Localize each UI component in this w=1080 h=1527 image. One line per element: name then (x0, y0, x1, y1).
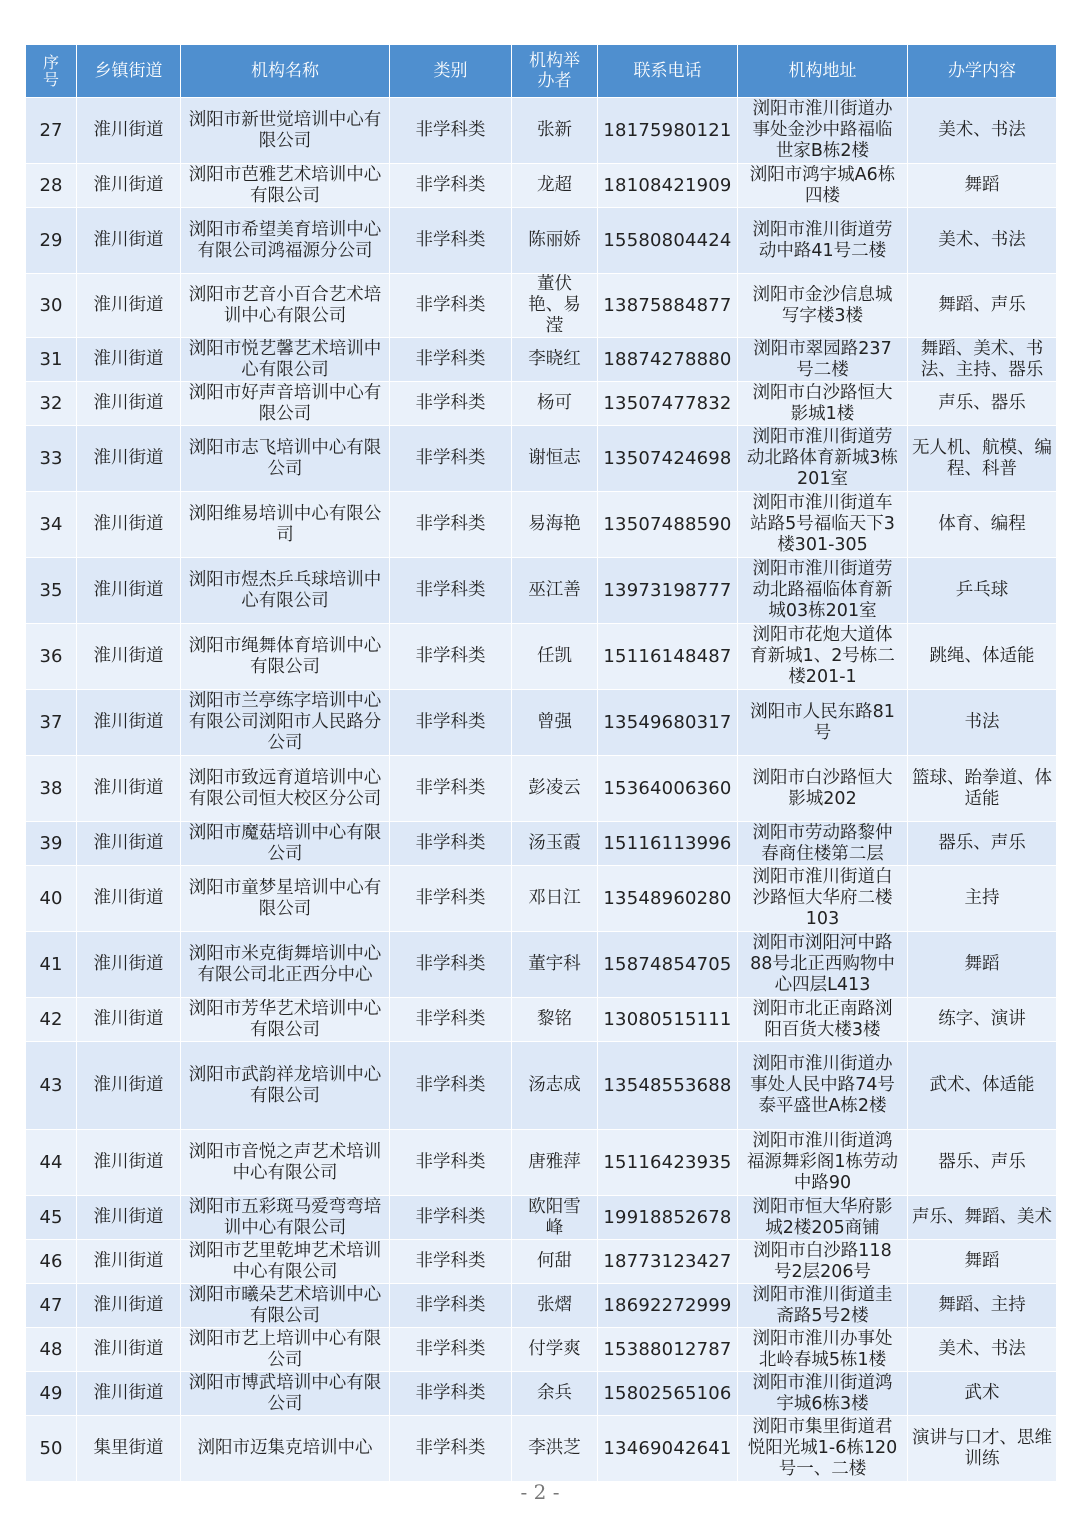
cell-content: 舞蹈、声乐 (908, 274, 1057, 338)
cell-street: 淮川街道 (77, 1130, 181, 1196)
cell-no: 27 (26, 98, 77, 164)
cell-institution: 浏阳市芭雅艺术培训中心有限公司 (181, 164, 390, 208)
cell-no: 50 (26, 1416, 77, 1482)
cell-no: 41 (26, 932, 77, 998)
header-col-phone: 联系电话 (598, 45, 738, 98)
cell-institution: 浏阳维易培训中心有限公司 (181, 492, 390, 558)
cell-institution: 浏阳市希望美育培训中心有限公司鸿福源分公司 (181, 208, 390, 274)
cell-phone: 18175980121 (598, 98, 738, 164)
cell-organizer: 张熠 (512, 1284, 598, 1328)
institution-table (25, 44, 1057, 1482)
cell-street: 淮川街道 (77, 1372, 181, 1416)
cell-content: 声乐、器乐 (908, 382, 1057, 426)
cell-address: 浏阳市淮川街道鸿福源舞彩阁1栋劳动中路90 (738, 1130, 908, 1196)
cell-no: 35 (26, 558, 77, 624)
cell-address: 浏阳市淮川办事处北岭春城5栋1楼 (738, 1328, 908, 1372)
cell-street: 淮川街道 (77, 338, 181, 382)
cell-no: 42 (26, 998, 77, 1042)
table-row (26, 998, 1057, 1042)
table-row (26, 1196, 1057, 1240)
cell-institution: 浏阳市五彩斑马爱弯弯培训中心有限公司 (181, 1196, 390, 1240)
cell-address: 浏阳市淮川街道鸿宇城6栋3楼 (738, 1372, 908, 1416)
cell-content: 武术、体适能 (908, 1042, 1057, 1130)
cell-street: 淮川街道 (77, 822, 181, 866)
cell-category: 非学科类 (390, 382, 512, 426)
cell-institution: 浏阳市绳舞体育培训中心有限公司 (181, 624, 390, 690)
table-row (26, 1240, 1057, 1284)
cell-phone: 15364006360 (598, 756, 738, 822)
cell-institution: 浏阳市新世觉培训中心有限公司 (181, 98, 390, 164)
cell-category: 非学科类 (390, 164, 512, 208)
cell-street: 淮川街道 (77, 426, 181, 492)
cell-category: 非学科类 (390, 492, 512, 558)
cell-phone: 15116148487 (598, 624, 738, 690)
cell-organizer: 李晓红 (512, 338, 598, 382)
cell-organizer: 邓日江 (512, 866, 598, 932)
cell-category: 非学科类 (390, 998, 512, 1042)
cell-institution: 浏阳市魔菇培训中心有限公司 (181, 822, 390, 866)
header-col-address: 机构地址 (738, 45, 908, 98)
cell-category: 非学科类 (390, 274, 512, 338)
cell-category: 非学科类 (390, 208, 512, 274)
header-row (26, 45, 1057, 98)
cell-street: 淮川街道 (77, 1196, 181, 1240)
cell-address: 浏阳市白沙路恒大影城202 (738, 756, 908, 822)
table-row (26, 1372, 1057, 1416)
cell-no: 30 (26, 274, 77, 338)
cell-institution: 浏阳市博武培训中心有限公司 (181, 1372, 390, 1416)
cell-category: 非学科类 (390, 822, 512, 866)
cell-content: 舞蹈 (908, 1240, 1057, 1284)
cell-address: 浏阳市翠园路237号二楼 (738, 338, 908, 382)
cell-address: 浏阳市北正南路浏阳百货大楼3楼 (738, 998, 908, 1042)
cell-category: 非学科类 (390, 1130, 512, 1196)
cell-no: 47 (26, 1284, 77, 1328)
cell-phone: 13507424698 (598, 426, 738, 492)
cell-institution: 浏阳市致远育道培训中心有限公司恒大校区分公司 (181, 756, 390, 822)
cell-organizer: 巫江善 (512, 558, 598, 624)
table-row (26, 98, 1057, 164)
cell-address: 浏阳市人民东路81号 (738, 690, 908, 756)
cell-no: 33 (26, 426, 77, 492)
cell-organizer: 黎铭 (512, 998, 598, 1042)
cell-content: 跳绳、体适能 (908, 624, 1057, 690)
cell-street: 淮川街道 (77, 164, 181, 208)
cell-no: 40 (26, 866, 77, 932)
cell-category: 非学科类 (390, 690, 512, 756)
cell-no: 37 (26, 690, 77, 756)
table-row (26, 624, 1057, 690)
cell-organizer: 杨可 (512, 382, 598, 426)
cell-address: 浏阳市恒大华府影城2楼205商铺 (738, 1196, 908, 1240)
cell-phone: 13548553688 (598, 1042, 738, 1130)
header-col-street: 乡镇街道 (77, 45, 181, 98)
cell-phone: 13469042641 (598, 1416, 738, 1482)
cell-institution: 浏阳市兰亭练字培训中心有限公司浏阳市人民路分公司 (181, 690, 390, 756)
cell-category: 非学科类 (390, 1240, 512, 1284)
cell-category: 非学科类 (390, 1196, 512, 1240)
cell-content: 练字、演讲 (908, 998, 1057, 1042)
cell-address: 浏阳市淮川街道圭斋路5号2楼 (738, 1284, 908, 1328)
cell-organizer: 易海艳 (512, 492, 598, 558)
cell-street: 淮川街道 (77, 1240, 181, 1284)
cell-address: 浏阳市淮川街道劳动北路福临体育新城03栋201室 (738, 558, 908, 624)
cell-phone: 18108421909 (598, 164, 738, 208)
cell-no: 46 (26, 1240, 77, 1284)
cell-content: 无人机、航模、编程、科普 (908, 426, 1057, 492)
cell-street: 淮川街道 (77, 492, 181, 558)
cell-organizer: 汤志成 (512, 1042, 598, 1130)
cell-organizer: 彭凌云 (512, 756, 598, 822)
cell-content: 美术、书法 (908, 208, 1057, 274)
cell-organizer: 余兵 (512, 1372, 598, 1416)
cell-address: 浏阳市淮川街道办事处金沙中路福临世家B栋2楼 (738, 98, 908, 164)
cell-address: 浏阳市鸿宇城A6栋四楼 (738, 164, 908, 208)
table-header (26, 45, 1057, 98)
cell-organizer: 董伏艳、易滢 (512, 274, 598, 338)
cell-content: 声乐、舞蹈、美术 (908, 1196, 1057, 1240)
cell-no: 48 (26, 1328, 77, 1372)
header-col-content: 办学内容 (908, 45, 1057, 98)
cell-street: 淮川街道 (77, 558, 181, 624)
cell-phone: 19918852678 (598, 1196, 738, 1240)
table-row (26, 164, 1057, 208)
cell-street: 淮川街道 (77, 1042, 181, 1130)
header-col-no: 序号 (26, 45, 77, 98)
cell-no: 32 (26, 382, 77, 426)
cell-phone: 15388012787 (598, 1328, 738, 1372)
cell-phone: 13080515111 (598, 998, 738, 1042)
cell-no: 39 (26, 822, 77, 866)
cell-institution: 浏阳市艺上培训中心有限公司 (181, 1328, 390, 1372)
cell-content: 篮球、跆拳道、体适能 (908, 756, 1057, 822)
cell-no: 38 (26, 756, 77, 822)
cell-content: 器乐、声乐 (908, 822, 1057, 866)
table-row (26, 382, 1057, 426)
cell-organizer: 李洪芝 (512, 1416, 598, 1482)
header-col-institution: 机构名称 (181, 45, 390, 98)
cell-content: 美术、书法 (908, 1328, 1057, 1372)
cell-institution: 浏阳市米克街舞培训中心有限公司北正西分中心 (181, 932, 390, 998)
cell-phone: 18874278880 (598, 338, 738, 382)
cell-street: 淮川街道 (77, 382, 181, 426)
cell-category: 非学科类 (390, 932, 512, 998)
cell-street: 淮川街道 (77, 1284, 181, 1328)
cell-street: 淮川街道 (77, 98, 181, 164)
cell-street: 淮川街道 (77, 274, 181, 338)
cell-street: 淮川街道 (77, 1328, 181, 1372)
cell-institution: 浏阳市童梦星培训中心有限公司 (181, 866, 390, 932)
cell-street: 淮川街道 (77, 756, 181, 822)
table-row (26, 208, 1057, 274)
cell-organizer: 欧阳雪峰 (512, 1196, 598, 1240)
cell-address: 浏阳市淮川街道劳动北路体育新城3栋201室 (738, 426, 908, 492)
cell-category: 非学科类 (390, 1284, 512, 1328)
cell-address: 浏阳市白沙路118号2层206号 (738, 1240, 908, 1284)
cell-organizer: 任凯 (512, 624, 598, 690)
cell-organizer: 曾强 (512, 690, 598, 756)
cell-content: 舞蹈、主持 (908, 1284, 1057, 1328)
cell-address: 浏阳市劳动路黎仲春商住楼第二层 (738, 822, 908, 866)
cell-phone: 15580804424 (598, 208, 738, 274)
header-col-category: 类别 (390, 45, 512, 98)
cell-organizer: 付学爽 (512, 1328, 598, 1372)
table-row (26, 1042, 1057, 1130)
cell-phone: 13507488590 (598, 492, 738, 558)
cell-organizer: 唐雅萍 (512, 1130, 598, 1196)
table-row (26, 866, 1057, 932)
cell-address: 浏阳市淮川街道白沙路恒大华府二楼103 (738, 866, 908, 932)
cell-content: 书法 (908, 690, 1057, 756)
cell-content: 器乐、声乐 (908, 1130, 1057, 1196)
cell-content: 主持 (908, 866, 1057, 932)
institution-table-container (25, 44, 1056, 1482)
table-row (26, 690, 1057, 756)
table-row (26, 1130, 1057, 1196)
cell-address: 浏阳市淮川街道办事处人民中路74号泰平盛世A栋2楼 (738, 1042, 908, 1130)
cell-phone: 13549680317 (598, 690, 738, 756)
cell-no: 49 (26, 1372, 77, 1416)
cell-address: 浏阳市白沙路恒大影城1楼 (738, 382, 908, 426)
cell-organizer: 龙超 (512, 164, 598, 208)
cell-category: 非学科类 (390, 98, 512, 164)
cell-street: 淮川街道 (77, 866, 181, 932)
cell-address: 浏阳市浏阳河中路88号北正西购物中心四层L413 (738, 932, 908, 998)
cell-no: 43 (26, 1042, 77, 1130)
cell-category: 非学科类 (390, 756, 512, 822)
cell-category: 非学科类 (390, 426, 512, 492)
table-row (26, 558, 1057, 624)
cell-street: 淮川街道 (77, 208, 181, 274)
cell-phone: 18692272999 (598, 1284, 738, 1328)
cell-institution: 浏阳市好声音培训中心有限公司 (181, 382, 390, 426)
header-col-organizer: 机构举办者 (512, 45, 598, 98)
cell-institution: 浏阳市悦艺馨艺术培训中心有限公司 (181, 338, 390, 382)
cell-institution: 浏阳市艺音小百合艺术培训中心有限公司 (181, 274, 390, 338)
cell-category: 非学科类 (390, 338, 512, 382)
cell-organizer: 董宇科 (512, 932, 598, 998)
table-row (26, 1416, 1057, 1482)
cell-category: 非学科类 (390, 866, 512, 932)
table-row (26, 338, 1057, 382)
cell-content: 体育、编程 (908, 492, 1057, 558)
cell-content: 舞蹈 (908, 164, 1057, 208)
cell-organizer: 张新 (512, 98, 598, 164)
cell-address: 浏阳市淮川街道车站路5号福临天下3楼301-305 (738, 492, 908, 558)
cell-content: 武术 (908, 1372, 1057, 1416)
table-body (26, 98, 1057, 1482)
cell-street: 淮川街道 (77, 624, 181, 690)
cell-phone: 15802565106 (598, 1372, 738, 1416)
cell-address: 浏阳市金沙信息城写字楼3楼 (738, 274, 908, 338)
table-row (26, 932, 1057, 998)
cell-category: 非学科类 (390, 1416, 512, 1482)
cell-phone: 13973198777 (598, 558, 738, 624)
table-row (26, 1284, 1057, 1328)
table-row (26, 274, 1057, 338)
cell-content: 美术、书法 (908, 98, 1057, 164)
cell-no: 45 (26, 1196, 77, 1240)
cell-no: 31 (26, 338, 77, 382)
cell-phone: 13548960280 (598, 866, 738, 932)
cell-institution: 浏阳市武韵祥龙培训中心有限公司 (181, 1042, 390, 1130)
cell-phone: 15116423935 (598, 1130, 738, 1196)
cell-institution: 浏阳市志飞培训中心有限公司 (181, 426, 390, 492)
cell-organizer: 汤玉霞 (512, 822, 598, 866)
cell-street: 淮川街道 (77, 690, 181, 756)
cell-no: 44 (26, 1130, 77, 1196)
cell-organizer: 何甜 (512, 1240, 598, 1284)
cell-no: 29 (26, 208, 77, 274)
cell-phone: 13507477832 (598, 382, 738, 426)
cell-category: 非学科类 (390, 1372, 512, 1416)
table-row (26, 492, 1057, 558)
page-number: - 2 - (520, 1480, 560, 1504)
cell-street: 淮川街道 (77, 998, 181, 1042)
cell-content: 舞蹈 (908, 932, 1057, 998)
cell-organizer: 谢恒志 (512, 426, 598, 492)
cell-institution: 浏阳市艺里乾坤艺术培训中心有限公司 (181, 1240, 390, 1284)
cell-institution: 浏阳市煜杰乒乓球培训中心有限公司 (181, 558, 390, 624)
cell-content: 演讲与口才、思维训练 (908, 1416, 1057, 1482)
cell-phone: 15116113996 (598, 822, 738, 866)
cell-institution: 浏阳市音悦之声艺术培训中心有限公司 (181, 1130, 390, 1196)
cell-street: 淮川街道 (77, 932, 181, 998)
cell-organizer: 陈丽娇 (512, 208, 598, 274)
cell-phone: 15874854705 (598, 932, 738, 998)
cell-no: 34 (26, 492, 77, 558)
cell-institution: 浏阳市迈集克培训中心 (181, 1416, 390, 1482)
cell-content: 舞蹈、美术、书法、主持、器乐 (908, 338, 1057, 382)
cell-no: 36 (26, 624, 77, 690)
cell-phone: 18773123427 (598, 1240, 738, 1284)
cell-phone: 13875884877 (598, 274, 738, 338)
cell-category: 非学科类 (390, 624, 512, 690)
table-row (26, 756, 1057, 822)
cell-institution: 浏阳市芳华艺术培训中心有限公司 (181, 998, 390, 1042)
cell-category: 非学科类 (390, 1328, 512, 1372)
cell-street: 集里街道 (77, 1416, 181, 1482)
cell-category: 非学科类 (390, 1042, 512, 1130)
cell-category: 非学科类 (390, 558, 512, 624)
table-row (26, 426, 1057, 492)
table-row (26, 822, 1057, 866)
table-row (26, 1328, 1057, 1372)
cell-content: 乒乓球 (908, 558, 1057, 624)
cell-address: 浏阳市花炮大道体育新城1、2号栋二楼201-1 (738, 624, 908, 690)
cell-address: 浏阳市淮川街道劳动中路41号二楼 (738, 208, 908, 274)
cell-address: 浏阳市集里街道君悦阳光城1-6栋120号一、二楼 (738, 1416, 908, 1482)
cell-institution: 浏阳市曦朵艺术培训中心有限公司 (181, 1284, 390, 1328)
cell-no: 28 (26, 164, 77, 208)
